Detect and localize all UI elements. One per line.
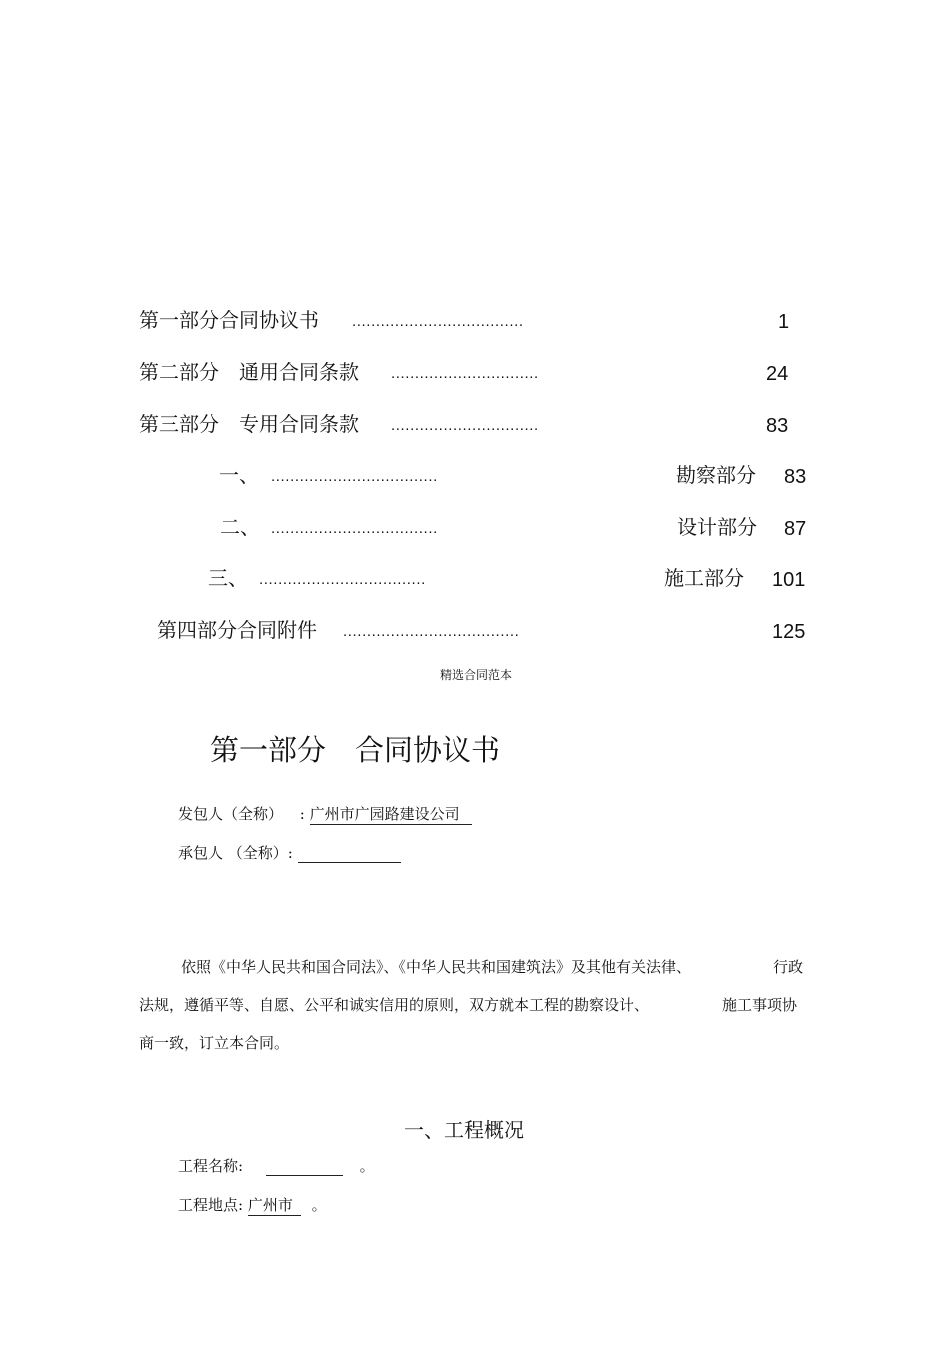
toc-leader: ................................... — [271, 468, 438, 485]
toc-sub-index: 二、 — [220, 515, 260, 539]
toc-row-part3[interactable] — [139, 412, 359, 436]
toc-row-part4[interactable] — [157, 618, 317, 642]
toc-sub-index: 一、 — [219, 463, 259, 487]
project-location-line — [178, 1195, 327, 1216]
toc-sub-label[interactable]: 勘察部分 — [676, 463, 756, 487]
toc-leader: ................................... — [259, 571, 426, 588]
toc-sub-label[interactable]: 施工部分 — [664, 566, 744, 590]
toc-page-number: 125 — [772, 621, 806, 643]
toc-label: 第四部分合同附件 — [157, 618, 317, 642]
toc-sub-label[interactable]: 设计部分 — [677, 515, 757, 539]
period: 。 — [359, 1157, 375, 1175]
overview-heading: 一、工程概况 — [404, 1118, 524, 1142]
intro-line: 商一致，订立本合同。 — [139, 1034, 290, 1052]
toc-leader: ................................... — [271, 520, 438, 537]
toc-page-number: 83 — [784, 466, 807, 488]
toc-page-number: 1 — [778, 311, 790, 333]
contractor-line — [178, 843, 401, 863]
employer-line — [178, 804, 472, 825]
intro-line: 施工事项协 — [722, 996, 798, 1014]
toc-page-number: 83 — [766, 415, 789, 437]
toc-leader: ............................... — [391, 417, 539, 434]
employer-name-field[interactable]: 广州市广园路建设公司 — [310, 804, 472, 825]
toc-label: 第一部分合同协议书 — [139, 308, 319, 332]
toc-sub-index: 三、 — [208, 566, 248, 590]
toc-leader: ..................................... — [343, 623, 520, 640]
project-name-label: 工程名称: — [178, 1157, 244, 1175]
toc-leader: .................................... — [352, 313, 524, 330]
intro-line: 行政 — [773, 958, 804, 976]
toc-leader: ............................... — [391, 365, 539, 382]
toc-page-number: 101 — [772, 569, 806, 591]
project-name-line — [178, 1156, 375, 1176]
period: 。 — [311, 1196, 327, 1214]
contractor-label: 承包人 （全称）: — [178, 844, 293, 862]
contractor-name-field[interactable] — [298, 847, 401, 863]
toc-row-part1[interactable] — [139, 308, 319, 332]
intro-line: 依照《中华人民共和国合同法》、《中华人民共和国建筑法》及其他有关法律、 — [181, 958, 692, 976]
section-title: 第一部分 合同协议书 — [210, 733, 501, 767]
employer-separator: : — [299, 805, 305, 823]
employer-label: 发包人（全称） — [178, 805, 284, 823]
project-location-field[interactable]: 广州市 — [248, 1195, 301, 1216]
toc-label: 第三部分 专用合同条款 — [139, 412, 359, 436]
toc-page-number: 87 — [784, 518, 807, 540]
project-location-label: 工程地点: — [178, 1196, 244, 1214]
toc-row-part2[interactable] — [139, 360, 359, 384]
page-watermark: 精选合同范本 — [440, 668, 513, 682]
project-name-field[interactable] — [266, 1160, 343, 1176]
toc-page-number: 24 — [766, 363, 789, 385]
intro-line: 法规，遵循平等、自愿、公平和诚实信用的原则，双方就本工程的勘察设计、 — [139, 996, 650, 1014]
toc-label: 第二部分 通用合同条款 — [139, 360, 359, 384]
